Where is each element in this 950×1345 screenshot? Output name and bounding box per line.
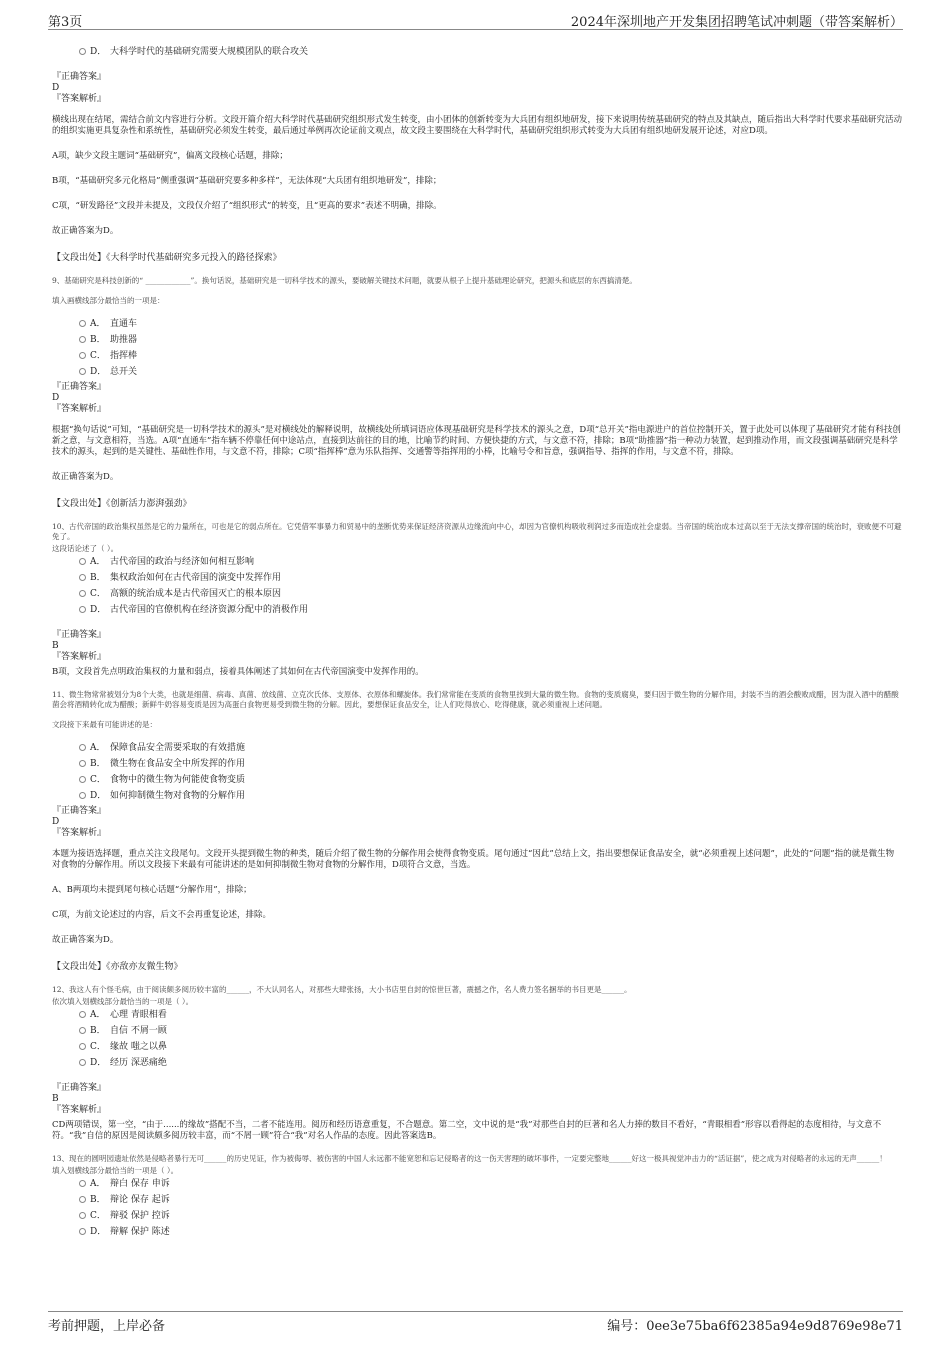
analysis-label: 『答案解析』	[52, 94, 107, 104]
answer-value: D	[52, 393, 60, 403]
analysis-paragraph: A、B两项均未提到尾句核心话题“分解作用”，排除；	[52, 885, 252, 895]
radio-icon[interactable]	[79, 606, 86, 613]
analysis-paragraph: B项，“基础研究多元化格局”侧重强调“基础研究要多种多样”，无法体现“大兵团有组织地研发”，排除；	[52, 176, 442, 186]
radio-icon[interactable]	[79, 760, 86, 767]
source-citation: 【文段出处】《大科学时代基础研究多元投入的路径探索》	[52, 253, 282, 263]
q13-option-d[interactable]: D． 辩解 保护 陈述	[52, 1226, 902, 1238]
question-prompt: 文段接下来最有可能讲述的是：	[52, 720, 157, 729]
q9-option-c[interactable]: C． 指挥棒	[52, 350, 902, 362]
analysis-paragraph: 故正确答案为D。	[52, 226, 119, 236]
radio-icon[interactable]	[79, 1011, 86, 1018]
q13-option-a[interactable]: A． 辩白 保存 申诉	[52, 1178, 902, 1190]
question-stem: 9、基础研究是科技创新的“ ____________”。换句话说，基础研究是一切科学技术的源头，要破解关键技术问题，就要从根子上提升基础理论研究，把源头和底层的东西搞清楚。	[52, 276, 637, 285]
analysis-paragraph: CD两项错误，第一空，“由于......的缘故”搭配不当，二者不能连用。阅历和经历语意重复，不合题意。第二空，文中说的是“我”对那些自封的巨著和名人力捧的数目不看好，“青眼相看”形容以看得起的态度相待，与文意不符。“我”自信的原因是阅读颇多阅历较丰富，而“不屑一顾”符合“我”对名人作品的态度。因此答案选B。	[52, 1120, 882, 1141]
page-header	[48, 8, 903, 30]
radio-icon[interactable]	[79, 1228, 86, 1235]
radio-icon[interactable]	[79, 558, 86, 565]
source-citation: 【文段出处】《创新活力澎湃强劲》	[52, 499, 192, 509]
q10-option-c[interactable]: C． 高额的统治成本是古代帝国灭亡的根本原因	[52, 588, 902, 600]
analysis-label: 『答案解析』	[52, 404, 107, 414]
page-footer	[48, 1311, 903, 1333]
document-id: 编号：0ee3e75ba6f62385a94e9d8769e98e71	[607, 1319, 903, 1334]
question-stem: 10、古代帝国的政治集权虽然是它的力量所在，可也是它的弱点所在。它凭借军事暴力和贸易中的垄断优势来保证经济资源从边缘流向中心，却因为官僚机构吸收利润过多而造成社会虚弱。当帝国的统治成本过高以至于无法支撑帝国的统治时，衰败便不可避免了。	[52, 522, 902, 541]
answer-label: 『正确答案』	[52, 72, 107, 82]
question-prompt: 填入划横线部分最恰当的一项是（ ）。	[52, 1166, 179, 1175]
question-prompt: 依次填入划横线部分最恰当的一项是（ ）。	[52, 997, 194, 1006]
answer-value: B	[52, 641, 59, 651]
document-content	[52, 46, 902, 1242]
q12-option-a[interactable]: A． 心理 青眼相看	[52, 1009, 902, 1021]
q13-option-c[interactable]: C． 辩驳 保护 控诉	[52, 1210, 902, 1222]
q9-option-b[interactable]: B． 助推器	[52, 334, 902, 346]
q9-option-a[interactable]: A． 直通车	[52, 318, 902, 330]
radio-icon[interactable]	[79, 590, 86, 597]
q11-option-d[interactable]: D． 如何抑制微生物对食物的分解作用	[52, 790, 902, 802]
answer-label: 『正确答案』	[52, 630, 107, 640]
analysis-label: 『答案解析』	[52, 652, 107, 662]
analysis-paragraph: C项，“研发路径”文段并未提及，文段仅介绍了“组织形式”的转变，且“更高的要求”表述不明确，排除。	[52, 201, 442, 211]
answer-label: 『正确答案』	[52, 382, 107, 392]
radio-icon[interactable]	[79, 336, 86, 343]
q10-option-b[interactable]: B． 集权政治如何在古代帝国的演变中发挥作用	[52, 572, 902, 584]
q12-option-b[interactable]: B． 自信 不屑一顾	[52, 1025, 902, 1037]
answer-label: 『正确答案』	[52, 806, 107, 816]
q12-option-d[interactable]: D． 经历 深恶痛绝	[52, 1057, 902, 1069]
radio-icon[interactable]	[79, 744, 86, 751]
answer-label: 『正确答案』	[52, 1083, 107, 1093]
answer-value: B	[52, 1094, 59, 1104]
radio-icon[interactable]	[79, 320, 86, 327]
answer-value: D	[52, 83, 60, 93]
q10-option-d[interactable]: D． 古代帝国的官僚机构在经济资源分配中的消极作用	[52, 604, 902, 616]
answer-value: D	[52, 817, 60, 827]
analysis-label: 『答案解析』	[52, 828, 107, 838]
analysis-paragraph: 故正确答案为D。	[52, 935, 119, 945]
analysis-paragraph: 故正确答案为D。	[52, 472, 119, 482]
q10-option-a[interactable]: A． 古代帝国的政治与经济如何相互影响	[52, 556, 902, 568]
analysis-paragraph: 横线出现在结尾，需结合前文内容进行分析。文段开篇介绍大科学时代基础研究组织形式发生转变，由小团体的创新转变为大兵团有组织地研发，接下来说明传统基础研究的特点及其缺点，随后指出大科学时代要求基础研究活动的组织实施更具复杂性和系统性，基础研究必须发生转变，最后通过举例再次论证前文观点，故文段主要围绕在大科学时代，基础研究组织形式转变为大兵团有组织地研发展开论述，对应D项。	[52, 115, 903, 136]
radio-icon[interactable]	[79, 792, 86, 799]
question-stem: 12、我这人有个怪毛病，由于阅读颇多阅历较丰富的______，不大认同名人，对那些大肆张扬，大小书店里自封的惊世巨著，震撼之作，名人费力签名捆举的书目更是______。	[52, 985, 632, 994]
source-citation: 【文段出处】《亦敌亦友微生物》	[52, 962, 183, 972]
question-prompt: 这段话论述了（ ）。	[52, 544, 119, 553]
footer-slogan: 考前押题，上岸必备	[48, 1319, 166, 1334]
analysis-label: 『答案解析』	[52, 1105, 107, 1115]
analysis-paragraph: A项，缺少文段主题词“基础研究”，偏离文段核心话题，排除；	[52, 151, 288, 161]
radio-icon[interactable]	[79, 574, 86, 581]
radio-icon[interactable]	[79, 1212, 86, 1219]
q11-option-a[interactable]: A． 保障食品安全需要采取的有效措施	[52, 742, 902, 754]
radio-icon[interactable]	[79, 1043, 86, 1050]
analysis-paragraph: 根据“换句话说”可知，“基础研究是一切科学技术的源头”是对横线处的解释说明，故横线处所填词语应体现基础研究是科学技术的源头之意，D项“总开关”指电源进户的首位控制开关，置于此处可以体现了基础研究才能有科技创新之意，与文意相符，当选。A项“直通车”指车辆不停靠任何中途站点，直接到达前往的目的地，比喻节约时间、方便快捷的方式，与文意不符，排除；B项“助推器”指一种动力装置，起到推动作用，而文段强调基础研究是科学技术的源头，起到的是关键性、基础性作用，与文意不符，排除；C项“指挥棒”意为乐队指挥、交通警等指挥用的小棒，比喻号令和旨意，强调指导、指挥的作用，与文意不符，排除。	[52, 425, 901, 457]
q11-option-c[interactable]: C． 食物中的微生物为何能使食物变质	[52, 774, 902, 786]
analysis-paragraph: 本题为接语选择题，重点关注文段尾句。文段开头提到微生物的种类，随后介绍了微生物的分解作用会使得食物变质。尾句通过“因此”总结上文，指出要想保证食品安全，就“必须重视上述问题”，此处的“问题”指的就是微生物对食物的分解作用。所以文段接下来最有可能讲述的是如何抑制微生物对食物的分解作用，D项符合文意，当选。	[52, 849, 895, 870]
document-title: 2024年深圳地产开发集团招聘笔试冲刺题（带答案解析）	[570, 15, 903, 30]
radio-icon[interactable]	[79, 1196, 86, 1203]
radio-icon[interactable]	[79, 368, 86, 375]
radio-icon[interactable]	[79, 1180, 86, 1187]
radio-icon[interactable]	[79, 1027, 86, 1034]
question-prompt: 填入画横线部分最恰当的一项是：	[52, 296, 165, 305]
radio-icon[interactable]	[79, 352, 86, 359]
q8-option-d[interactable]: D． 大科学时代的基础研究需要大规模团队的联合攻关	[52, 46, 902, 58]
question-stem: 11、微生物常常被划分为8个大类，也就是细菌、病毒、真菌、放线菌、立克次氏体、支原体、衣原体和螺旋体。我们常常能在变质的食物里找到大量的微生物。食物的变质腐臭，要归因于微生物的分解作用，封装不当的酒会酸败成醋，因为混入酒中的醋酸菌会将酒精转化成为醋酸；新鲜牛奶容易变质是因为高蛋白食物更易受到微生物的分解。因此，要想保证食品安全，让人们吃得放心、吃得健康，就必须重视上述问题。	[52, 690, 899, 709]
q13-option-b[interactable]: B． 辩论 保存 起诉	[52, 1194, 902, 1206]
radio-icon[interactable]	[79, 1059, 86, 1066]
page-number: 第3页	[48, 15, 83, 30]
radio-icon[interactable]	[79, 48, 86, 55]
q11-option-b[interactable]: B． 微生物在食品安全中所发挥的作用	[52, 758, 902, 770]
analysis-paragraph: B项，文段首先点明政治集权的力量和弱点，接着具体阐述了其如何在古代帝国演变中发挥作用的。	[52, 667, 424, 677]
question-stem: 13、现在的圆明园遗址依然是侵略者暴行无可______的历史见证，作为被侮辱、被伤害的中国人永远都不能宽恕和忘记侵略者的这一伤天害理的破坏事件，一定要完整地______好这一极具视觉冲击力的“活证据”，使之成为对侵略者的永远的无声______！	[52, 1154, 887, 1163]
analysis-paragraph: C项，为前文论述过的内容，后文不会再重复论述，排除。	[52, 910, 272, 920]
q9-option-d[interactable]: D． 总开关	[52, 366, 902, 378]
q12-option-c[interactable]: C． 缘故 嗤之以鼻	[52, 1041, 902, 1053]
radio-icon[interactable]	[79, 776, 86, 783]
